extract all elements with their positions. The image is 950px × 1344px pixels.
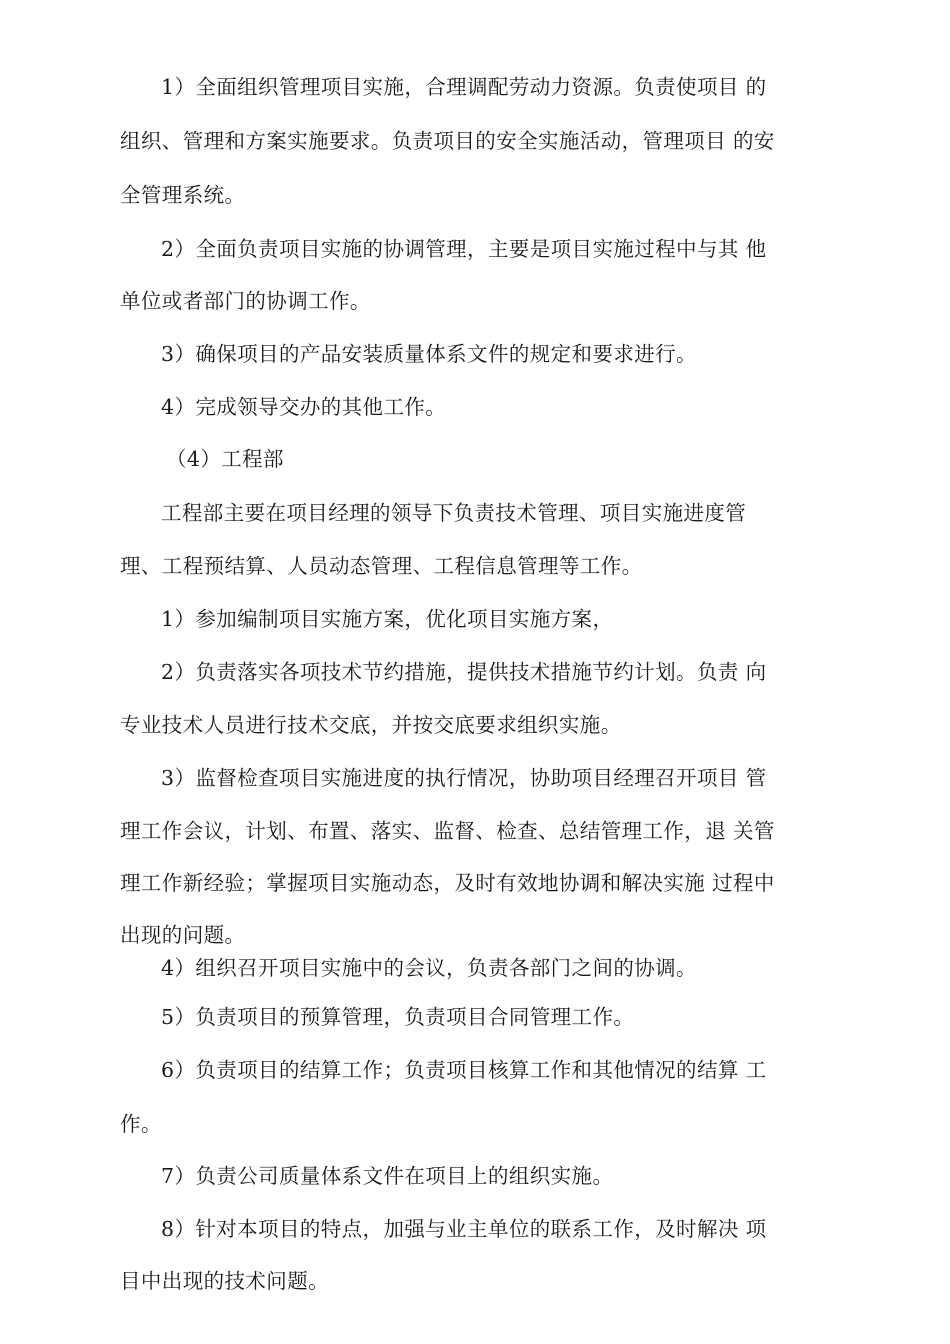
- text-line-4: 2）全面负责项目实施的协调管理，主要是项目实施过程中与其 他: [161, 237, 767, 261]
- text-line-1: 1）全面组织管理项目实施，合理调配劳动力资源。负责使项目 的: [161, 75, 767, 99]
- text-line-24: 目中出现的技术问题。: [120, 1269, 329, 1293]
- text-line-13: 专业技术人员进行技术交底，并按交底要求组织实施。: [120, 713, 622, 737]
- text-line-22: 7）负责公司质量体系文件在项目上的组织实施。: [161, 1164, 614, 1188]
- text-line-20: 6）负责项目的结算工作；负责项目核算工作和其他情况的结算 工: [161, 1058, 767, 1082]
- text-line-12: 2）负责落实各项技术节约措施，提供技术措施节约计划。负责 向: [161, 660, 767, 684]
- text-line-7: 4）完成领导交办的其他工作。: [161, 395, 447, 419]
- text-line-6: 3）确保项目的产品安装质量体系文件的规定和要求进行。: [161, 342, 697, 366]
- text-line-23: 8）针对本项目的特点，加强与业主单位的联系工作，及时解决 项: [161, 1217, 767, 1241]
- text-line-21: 作。: [120, 1112, 162, 1136]
- text-line-10: 理、工程预结算、人员动态管理、工程信息管理等工作。: [120, 554, 643, 578]
- text-line-3: 全管理系统。: [120, 183, 246, 207]
- text-line-16: 理工作新经验；掌握项目实施动态，及时有效地协调和解决实施 过程中: [120, 871, 775, 895]
- text-line-14: 3）监督检查项目实施进度的执行情况，协助项目经理召开项目 管: [161, 766, 767, 790]
- text-line-18: 4）组织召开项目实施中的会议，负责各部门之间的协调。: [161, 956, 697, 980]
- text-line-19: 5）负责项目的预算管理，负责项目合同管理工作。: [161, 1005, 635, 1029]
- text-line-11: 1）参加编制项目实施方案，优化项目实施方案，: [161, 607, 614, 631]
- text-line-15: 理工作会议，计划、布置、落实、监督、检查、总结管理工作，退 关管: [120, 819, 775, 843]
- text-line-17: 出现的问题。: [120, 923, 246, 947]
- section-heading: （4）工程部: [166, 447, 284, 471]
- text-line-2: 组织、管理和方案实施要求。负责项目的安全实施活动，管理项目 的安: [120, 129, 775, 153]
- text-line-9: 工程部主要在项目经理的领导下负责技术管理、项目实施进度管: [161, 501, 747, 525]
- text-line-5: 单位或者部门的协调工作。: [120, 289, 371, 313]
